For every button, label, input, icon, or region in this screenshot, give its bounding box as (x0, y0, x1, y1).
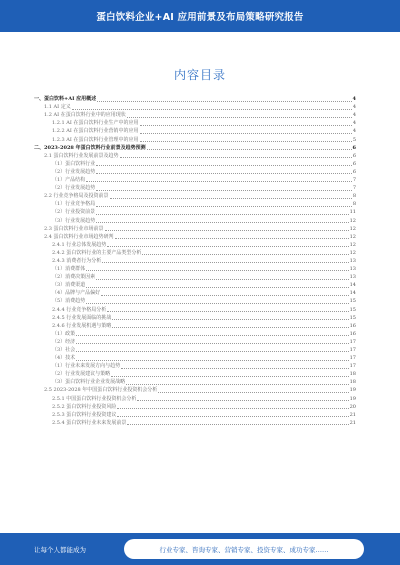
toc-entry[interactable] (34, 346, 356, 354)
toc-leader-dots (147, 149, 352, 150)
toc-entry-title: （2）经济 (52, 338, 76, 345)
toc-page-number: 6 (352, 152, 356, 159)
toc-entry[interactable] (34, 241, 356, 249)
toc-leader-dots (101, 295, 348, 296)
toc-entry[interactable] (34, 233, 356, 241)
toc-entry-title: （3）行业发展趋势 (52, 217, 96, 224)
toc-page-number: 13 (349, 257, 356, 264)
toc-entry[interactable] (34, 411, 356, 419)
toc-entry-title: （2）行业发展建议与策略 (52, 371, 111, 378)
toc-leader-dots (96, 279, 348, 280)
toc-entry[interactable] (34, 176, 356, 184)
toc-entry[interactable] (34, 103, 356, 111)
toc-entry-title: （1）消费群体 (52, 266, 86, 273)
toc-entry[interactable] (34, 305, 356, 313)
toc-entry-title: （3）消费渠道 (52, 282, 86, 289)
toc-page-number: 7 (352, 185, 356, 192)
toc-entry-title: 2.4.1 行业总体发展趋势 (52, 241, 107, 248)
toc-entry-title: （1）政策 (52, 330, 76, 337)
toc-leader-dots (86, 287, 348, 288)
toc-leader-dots (127, 424, 348, 425)
toc-page-number: 17 (349, 355, 356, 362)
toc-leader-dots (140, 125, 352, 126)
toc-entry[interactable] (34, 338, 356, 346)
toc-entry[interactable] (34, 249, 356, 257)
toc-leader-dots (120, 157, 352, 158)
toc-leader-dots (96, 206, 352, 207)
toc-entry-title: 2.4.2 蛋白饮料行业的主要产品类型分析 (52, 249, 142, 256)
toc-leader-dots (72, 109, 352, 110)
toc-entry[interactable] (34, 273, 356, 281)
toc-entry-title: 2.1 蛋白饮料行业发展前景及趋势 (44, 152, 119, 159)
toc-leader-dots (142, 254, 348, 255)
toc-leader-dots (117, 416, 348, 417)
toc-leader-dots (121, 368, 348, 369)
toc-entry[interactable] (34, 257, 356, 265)
toc-entry[interactable] (34, 192, 356, 200)
toc-entry[interactable] (34, 314, 356, 322)
toc-entry-title: 2.5.3 蛋白饮料行业投资建议 (52, 411, 117, 418)
toc-entry-title: （4）品牌与产品偏好 (52, 290, 101, 297)
toc-entry-title: 1.2.1 AI 在蛋白饮料行业生产中的应用 (52, 120, 139, 127)
toc-entry[interactable] (34, 225, 356, 233)
toc-page-number: 8 (352, 193, 356, 200)
toc-entry[interactable] (34, 135, 356, 143)
toc-entry-title: （1）行业竞争格局 (52, 201, 96, 208)
toc-leader-dots (127, 117, 352, 118)
toc-entry-title: 2.4.4 行业竞争格局分析 (52, 306, 107, 313)
toc-leader-dots (76, 351, 348, 352)
toc-leader-dots (76, 335, 348, 336)
toc-entry-title: （2）消费决策因素 (52, 274, 96, 281)
toc-page-number: 6 (352, 168, 356, 175)
toc-page-number: 13 (349, 266, 356, 273)
toc-entry[interactable] (34, 378, 356, 386)
toc-entry-title: 二、2023-2028 年蛋白饮料行业前景及趋势预测 (34, 144, 146, 151)
toc-entry-title: 2.5.4 蛋白饮料行业未来发展前景 (52, 419, 127, 426)
toc-entry[interactable] (34, 297, 356, 305)
toc-page-number: 17 (349, 347, 356, 353)
footer-slogan-right: 行业专家、咨询专家、营销专家、投资专家、成功专家…… (124, 539, 364, 559)
toc-entry-title: （1）产品结构 (52, 177, 86, 184)
toc-leader-dots (102, 262, 348, 263)
toc-page-number: 5 (352, 136, 356, 143)
toc-page-number: 13 (349, 274, 356, 281)
toc-entry-title: （5）消费趋势 (52, 298, 86, 305)
toc-leader-dots (96, 222, 348, 223)
toc-entry-title: 1.2.3 AI 在蛋白饮料行业管理中的应用 (52, 136, 139, 143)
footer-bar (0, 533, 400, 565)
toc-page-number: 12 (349, 249, 356, 256)
toc-heading: 内容目录 (173, 68, 226, 82)
toc-entry-title: （2）行业投资前景 (52, 209, 96, 216)
toc-page-number: 19 (349, 395, 356, 402)
toc-page-number: 14 (349, 290, 356, 297)
toc-entry-title: （3）社会 (52, 347, 76, 353)
toc-page-number: 21 (349, 419, 356, 426)
toc-entry-title: （4）技术 (52, 355, 76, 362)
toc-leader-dots (97, 101, 351, 102)
toc-entry-title: 2.4.3 消费者行为分析 (52, 257, 102, 264)
toc-entry[interactable] (34, 322, 356, 330)
toc-entry-title: 2.5.2 蛋白饮料行业投资风险 (52, 403, 117, 410)
toc-entry-title: 2.4.6 行业发展机遇与策略 (52, 322, 112, 329)
toc-leader-dots (76, 360, 348, 361)
toc-entry[interactable] (34, 216, 356, 224)
toc-entry[interactable] (34, 184, 356, 192)
toc-leader-dots (110, 198, 352, 199)
toc-entry[interactable] (34, 119, 356, 127)
toc-entry[interactable] (34, 265, 356, 273)
toc-page-number: 4 (352, 120, 356, 127)
toc-page-number: 19 (349, 387, 356, 394)
toc-page-number: 20 (349, 403, 356, 410)
toc-leader-dots (126, 384, 348, 385)
toc-page-number: 17 (349, 363, 356, 370)
toc-entry[interactable] (34, 289, 356, 297)
toc-leader-dots (86, 303, 348, 304)
toc-page-number: 18 (349, 379, 356, 386)
toc-page-number: 6 (352, 144, 356, 151)
toc-entry-title: 1.1 AI 定义 (44, 104, 71, 111)
toc-page-number: 16 (349, 322, 356, 329)
toc-entry[interactable] (34, 95, 356, 103)
toc-entry-title: （1）蛋白饮料行业 (52, 160, 96, 167)
toc-entry[interactable] (34, 208, 356, 216)
toc-page-number: 8 (352, 201, 356, 208)
toc-leader-dots (111, 376, 348, 377)
report-title: 蛋白饮料企业+AI 应用前景及布局策略研究报告 (96, 12, 304, 23)
toc-entry[interactable] (34, 200, 356, 208)
toc-page-number: 12 (349, 241, 356, 248)
toc-entry-title: 2.4.5 行业发展面临的挑战 (52, 314, 112, 321)
toc-leader-dots (140, 133, 352, 134)
toc-entry[interactable] (34, 419, 356, 427)
toc-page-number: 7 (352, 177, 356, 184)
toc-page-number: 12 (349, 225, 356, 232)
toc-page-number: 12 (349, 233, 356, 240)
toc-entry-title: 2.3 蛋白饮料行业市场前景 (44, 225, 104, 232)
toc-entry[interactable] (34, 354, 356, 362)
toc-page-number: 21 (349, 411, 356, 418)
toc-leader-dots (96, 214, 348, 215)
toc-page-number: 16 (349, 330, 356, 337)
toc-page-number: 15 (349, 306, 356, 313)
toc-entry[interactable] (34, 403, 356, 411)
toc-leader-dots (140, 141, 352, 142)
toc-entry[interactable] (34, 160, 356, 168)
table-of-contents (34, 95, 356, 427)
toc-entry-title: （2）行业发展趋势 (52, 185, 96, 192)
toc-entry[interactable] (34, 330, 356, 338)
toc-leader-dots (86, 181, 352, 182)
toc-entry-title: 一、蛋白饮料+AI 应用概述 (34, 96, 97, 103)
toc-entry[interactable] (34, 394, 356, 402)
toc-leader-dots (107, 246, 348, 247)
toc-page-number: 11 (349, 209, 356, 216)
footer-slogan-left: 让每个人都能成为 (34, 545, 86, 554)
toc-entry[interactable] (34, 370, 356, 378)
toc-leader-dots (158, 392, 348, 393)
toc-entry[interactable] (34, 144, 356, 152)
toc-page-number: 18 (349, 371, 356, 378)
toc-leader-dots (76, 343, 348, 344)
toc-leader-dots (117, 408, 348, 409)
toc-entry[interactable] (34, 168, 356, 176)
toc-page-number: 12 (349, 217, 356, 224)
toc-entry-title: （3）蛋白饮料行业企业发展战略 (52, 379, 126, 386)
toc-leader-dots (112, 319, 348, 320)
toc-page-number: 17 (349, 338, 356, 345)
toc-entry[interactable] (34, 127, 356, 135)
toc-entry-title: 1.2.2 AI 在蛋白饮料行业营销中的应用 (52, 128, 139, 135)
toc-leader-dots (96, 165, 352, 166)
toc-leader-dots (115, 238, 349, 239)
toc-leader-dots (86, 270, 348, 271)
header-banner (0, 0, 400, 32)
toc-entry-title: （1）行业未来发展方向与趋势 (52, 363, 121, 370)
toc-leader-dots (137, 400, 348, 401)
toc-page-number: 15 (349, 314, 356, 321)
toc-entry-title: （2）行业发展趋势 (52, 168, 96, 175)
toc-page-number: 15 (349, 298, 356, 305)
toc-page-number: 4 (352, 104, 356, 111)
toc-page-number: 4 (352, 112, 356, 119)
toc-entry[interactable] (34, 386, 356, 394)
toc-leader-dots (105, 230, 349, 231)
toc-entry-title: 2.5.1 中国蛋白饮料行业投资机会分析 (52, 395, 137, 402)
toc-entry[interactable] (34, 362, 356, 370)
toc-page-number: 4 (352, 128, 356, 135)
toc-entry-title: 2.4 蛋白饮料行业市场趋势研判 (44, 233, 114, 240)
toc-page-number: 4 (352, 96, 356, 103)
toc-page-number: 6 (352, 160, 356, 167)
toc-entry-title: 2.5 2023-2028 年中国蛋白饮料行业投资机会分析 (44, 387, 158, 394)
toc-leader-dots (112, 327, 348, 328)
toc-leader-dots (96, 173, 352, 174)
toc-entry[interactable] (34, 281, 356, 289)
toc-page-number: 14 (349, 282, 356, 289)
toc-entry[interactable] (34, 152, 356, 160)
toc-entry-title: 2.2 行业竞争格局及投资前景 (44, 193, 109, 200)
toc-leader-dots (96, 190, 352, 191)
toc-leader-dots (107, 311, 348, 312)
toc-entry[interactable] (34, 111, 356, 119)
toc-entry-title: 1.2 AI 在蛋白饮料行业中的应用现状 (44, 112, 126, 119)
